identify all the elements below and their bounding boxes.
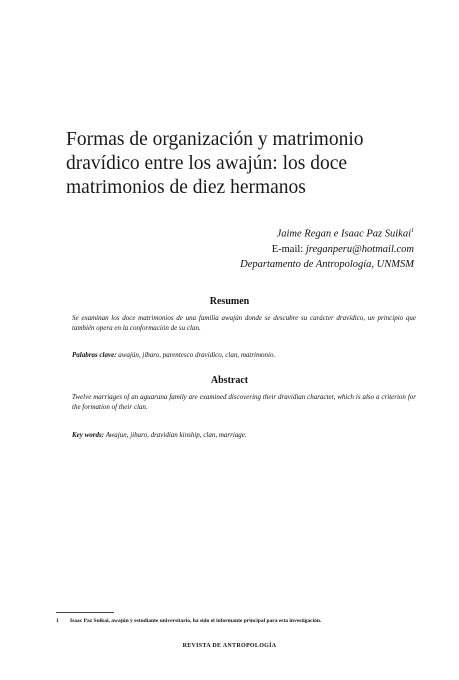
author-email[interactable]: jreganperu@hotmail.com (305, 243, 414, 255)
footnote-mark: 1 (411, 228, 414, 234)
author-names (240, 224, 414, 242)
resumen-keywords (72, 350, 416, 360)
journal-footer: REVISTA DE ANTROPOLOGÍA (182, 643, 277, 649)
author-affiliation: Departamento de Antropología, UNMSM (240, 258, 414, 270)
footnote (56, 617, 416, 625)
footnote-rule (56, 612, 114, 613)
footnote-number: 1 (56, 618, 59, 624)
resumen-keywords-label: Palabras clave: (72, 351, 117, 359)
author-block (240, 224, 414, 272)
abstract-keywords-label: Key words: (72, 431, 105, 439)
resumen-keywords-list: awajún, jíbaro, parentesco dravídico, clan, matrimonio. (116, 351, 276, 359)
article-title: Formas de organización y matrimonio dravídico entre los awajún: los doce matrimonios de diez hermanos (66, 129, 364, 198)
footnote-text: Isaac Paz Suikai, awajún y estudiante universitario, ha sido el informante principal para esta investigación. (70, 618, 322, 624)
resumen-heading: Resumen (209, 296, 250, 307)
abstract-heading: Abstract (210, 375, 249, 386)
abstract-keywords (72, 430, 416, 440)
author-names-text: Jaime Regan e Isaac Paz Suikai (276, 228, 411, 240)
email-label: E-mail: (271, 243, 306, 255)
abstract-text: Twelve marriages of an aguaruna family are examined discovering their dravidian character, which is also a criterion for the formation of their clan. (72, 393, 416, 411)
resumen-text: Se examinan los doce matrimonios de una familia awajún donde se descubre su carácter dravídico, un principio que también opera en la conformación de su clan. (72, 314, 416, 332)
author-email-line (240, 242, 414, 257)
abstract-keywords-list: Awajun, jibaro, dravidian kinship, clan, marriage. (104, 431, 247, 439)
